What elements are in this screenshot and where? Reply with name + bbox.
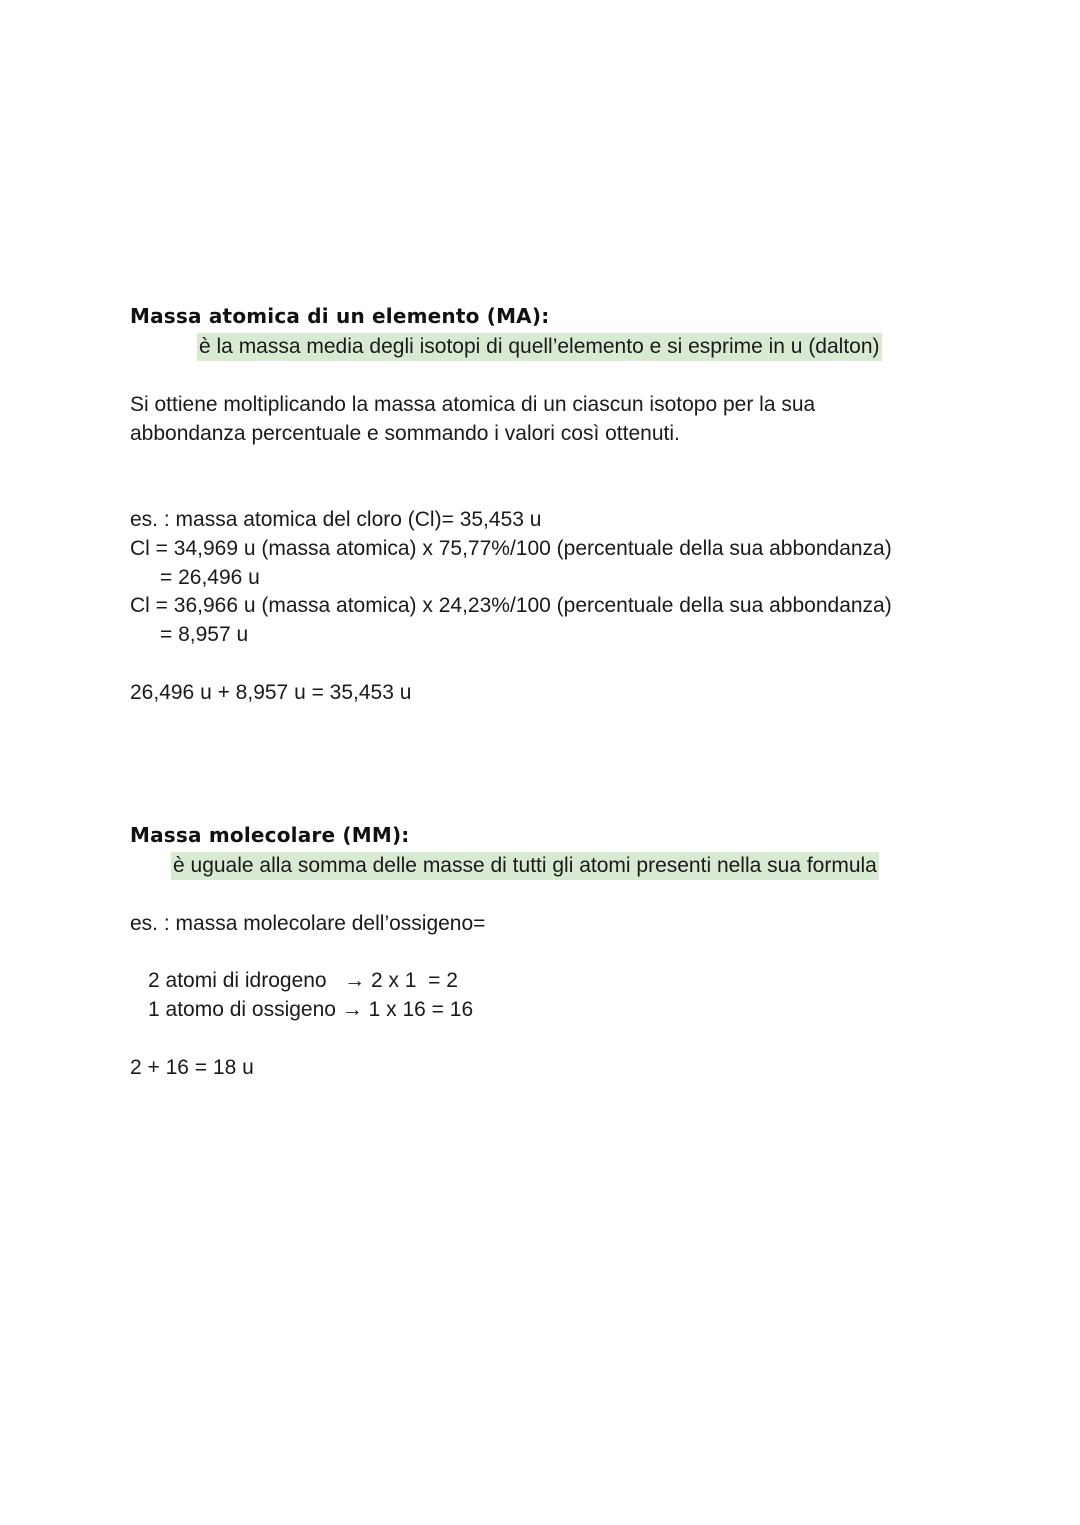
calc-line-2: 1 atomo di ossigeno → 1 x 16 = 16 xyxy=(148,998,474,1021)
highlight: è uguale alla somma delle masse di tutti gli atomi presenti nella sua formula xyxy=(171,852,879,880)
explanation-line-1: Si ottiene moltiplicando la massa atomica di un ciascun isotopo per la sua xyxy=(130,393,816,416)
explanation-line-2: abbondanza percentuale e sommando i valori così ottenuti. xyxy=(130,422,680,445)
section-heading-atomic-mass: Massa atomica di un elemento (MA): xyxy=(130,304,550,328)
calc-result: 2 + 16 = 18 u xyxy=(130,1056,254,1079)
section-heading-molecular-mass: Massa molecolare (MM): xyxy=(130,823,410,847)
calc-line-1: 2 atomi di idrogeno → 2 x 1 = 2 xyxy=(148,969,458,992)
example-line-1: es. : massa atomica del cloro (Cl)= 35,453 u xyxy=(130,508,542,531)
example-line-5: = 8,957 u xyxy=(160,623,249,646)
example-line: es. : massa molecolare dell’ossigeno= xyxy=(130,912,486,935)
example-line-4: Cl = 36,966 u (massa atomica) x 24,23%/100 (percentuale della sua abbondanza) xyxy=(130,594,892,617)
highlight: è la massa media degli isotopi di quell’elemento e si esprime in u (dalton) xyxy=(197,333,882,361)
example-result: 26,496 u + 8,957 u = 35,453 u xyxy=(130,681,412,704)
example-line-3: = 26,496 u xyxy=(160,566,260,589)
example-line-2: Cl = 34,969 u (massa atomica) x 75,77%/100 (percentuale della sua abbondanza) xyxy=(130,537,892,560)
definition-atomic-mass xyxy=(197,333,882,361)
definition-molecular-mass xyxy=(171,852,879,880)
